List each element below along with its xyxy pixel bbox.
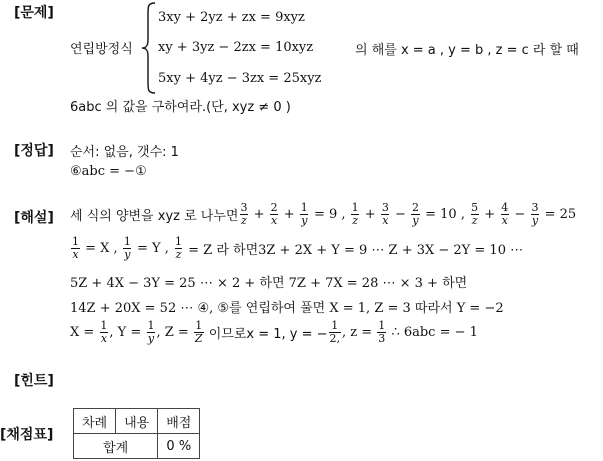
grading-total-value: 0 % bbox=[158, 434, 200, 459]
explanation-eq1-result: = 9 , bbox=[313, 206, 346, 222]
fraction: $\frac{1}{2,}$ bbox=[329, 318, 341, 345]
result-z-value: , z = bbox=[342, 324, 373, 340]
fraction: $\frac{1}{y}$ bbox=[300, 200, 308, 227]
fraction: $\frac{1}{3}$ bbox=[378, 318, 386, 345]
answer-label: [정답] bbox=[14, 143, 54, 159]
answer-value: ⑥abc = −① bbox=[70, 164, 147, 179]
explanation-line-1: 세 식의 양변을 xyz 로 나누면 $\frac{3}{z}$ + $\frac{2}{x}$ + $\frac{1}{y}$ = 9 , $\frac{1}{z}$ + $\frac{3}{x}$ − $\frac{2}{y}$ = 10 , $\frac{5}{z}$ + $\frac{4}{x}$ − $\frac{3}{y}$ = 25 bbox=[70, 200, 577, 227]
result-y-label: , Y = bbox=[109, 324, 142, 340]
fraction: $\frac{2}{y}$ bbox=[411, 200, 419, 227]
explanation-label: [해설] bbox=[14, 210, 54, 226]
problem-condition: 의 해를 x = a , y = b , z = c 라 할 때 bbox=[355, 43, 579, 58]
grading-label: [채점표] bbox=[0, 427, 54, 443]
fraction: $\frac{5}{z}$ bbox=[471, 200, 479, 227]
fraction: $\frac{4}{x}$ bbox=[501, 200, 509, 227]
substitution-z-and-system: = Z 라 하면3Z + 2X + Y = 9 ⋯ Z + 3X − 2Y = 10 ⋯ bbox=[188, 242, 524, 258]
substitution-y: = Y , bbox=[136, 240, 169, 256]
grading-header-order: 차례 bbox=[74, 409, 116, 434]
fraction: $\frac{3}{x}$ bbox=[381, 200, 389, 227]
final-result: ∴ 6abc = − 1 bbox=[391, 324, 478, 340]
answer-meta: 순서: 없음, 갯수: 1 bbox=[70, 145, 179, 160]
result-values: 이므로x = 1, y = − bbox=[208, 326, 328, 342]
fraction: $\frac{3}{y}$ bbox=[531, 200, 539, 227]
fraction: $\frac{1}{z}$ bbox=[174, 234, 182, 261]
explanation-line-1-text: 세 식의 양변을 xyz 로 나누면 bbox=[70, 208, 239, 224]
grading-total-row bbox=[74, 434, 200, 459]
fraction: $\frac{1}{y}$ bbox=[147, 318, 155, 345]
fraction: $\frac{3}{z}$ bbox=[240, 200, 248, 227]
grading-header-points: 배점 bbox=[158, 409, 200, 434]
fraction: $\frac{1}{x}$ bbox=[72, 234, 79, 261]
grading-total-label: 합계 bbox=[74, 434, 158, 459]
substitution-x: = X , bbox=[85, 240, 118, 256]
problem-equation-3: 5xy + 4yz − 3zx = 25xyz bbox=[158, 71, 322, 86]
grading-header-row bbox=[74, 409, 200, 434]
explanation-line-5 bbox=[70, 318, 478, 346]
result-x-label: X = bbox=[70, 324, 95, 340]
fraction: $\frac{1}{z}$ bbox=[351, 200, 359, 227]
fraction: $\frac{1}{Z}$ bbox=[194, 318, 203, 345]
hint-label: [힌트] bbox=[14, 373, 54, 389]
fraction: $\frac{1}{y}$ bbox=[123, 234, 131, 261]
grading-header-content: 내용 bbox=[116, 409, 158, 434]
problem-intro: 연립방정식 bbox=[70, 42, 133, 57]
fraction: $\frac{1}{x}$ bbox=[100, 318, 108, 345]
explanation-line-4: 14Z + 20X = 52 ⋯ ④, ⑤를 연립하여 풀면 X = 1, Z = 3 따라서 Y = −2 bbox=[70, 301, 504, 316]
explanation-line-2 bbox=[70, 234, 523, 262]
explanation-line-3: 5Z + 4X − 3Y = 25 ⋯ × 2 + 하면 7Z + 7X = 28 ⋯ × 3 + 하면 bbox=[70, 276, 468, 291]
system-brace-icon bbox=[141, 2, 157, 94]
fraction: $\frac{2}{x}$ bbox=[270, 200, 278, 227]
explanation-eq2-result: = 10 , bbox=[425, 206, 465, 222]
problem-equation-1: 3xy + 2yz + zx = 9xyz bbox=[158, 10, 305, 25]
problem-question: 6abc 의 값을 구하여라.(단, xyz ≠ 0 ) bbox=[70, 100, 291, 115]
explanation-eq3-result: = 25 bbox=[544, 206, 577, 222]
problem-equation-2: xy + 3yz − 2zx = 10xyz bbox=[158, 40, 314, 55]
result-z-label: , Z = bbox=[156, 324, 189, 340]
grading-table bbox=[73, 408, 200, 459]
problem-label: [문제] bbox=[14, 5, 54, 21]
